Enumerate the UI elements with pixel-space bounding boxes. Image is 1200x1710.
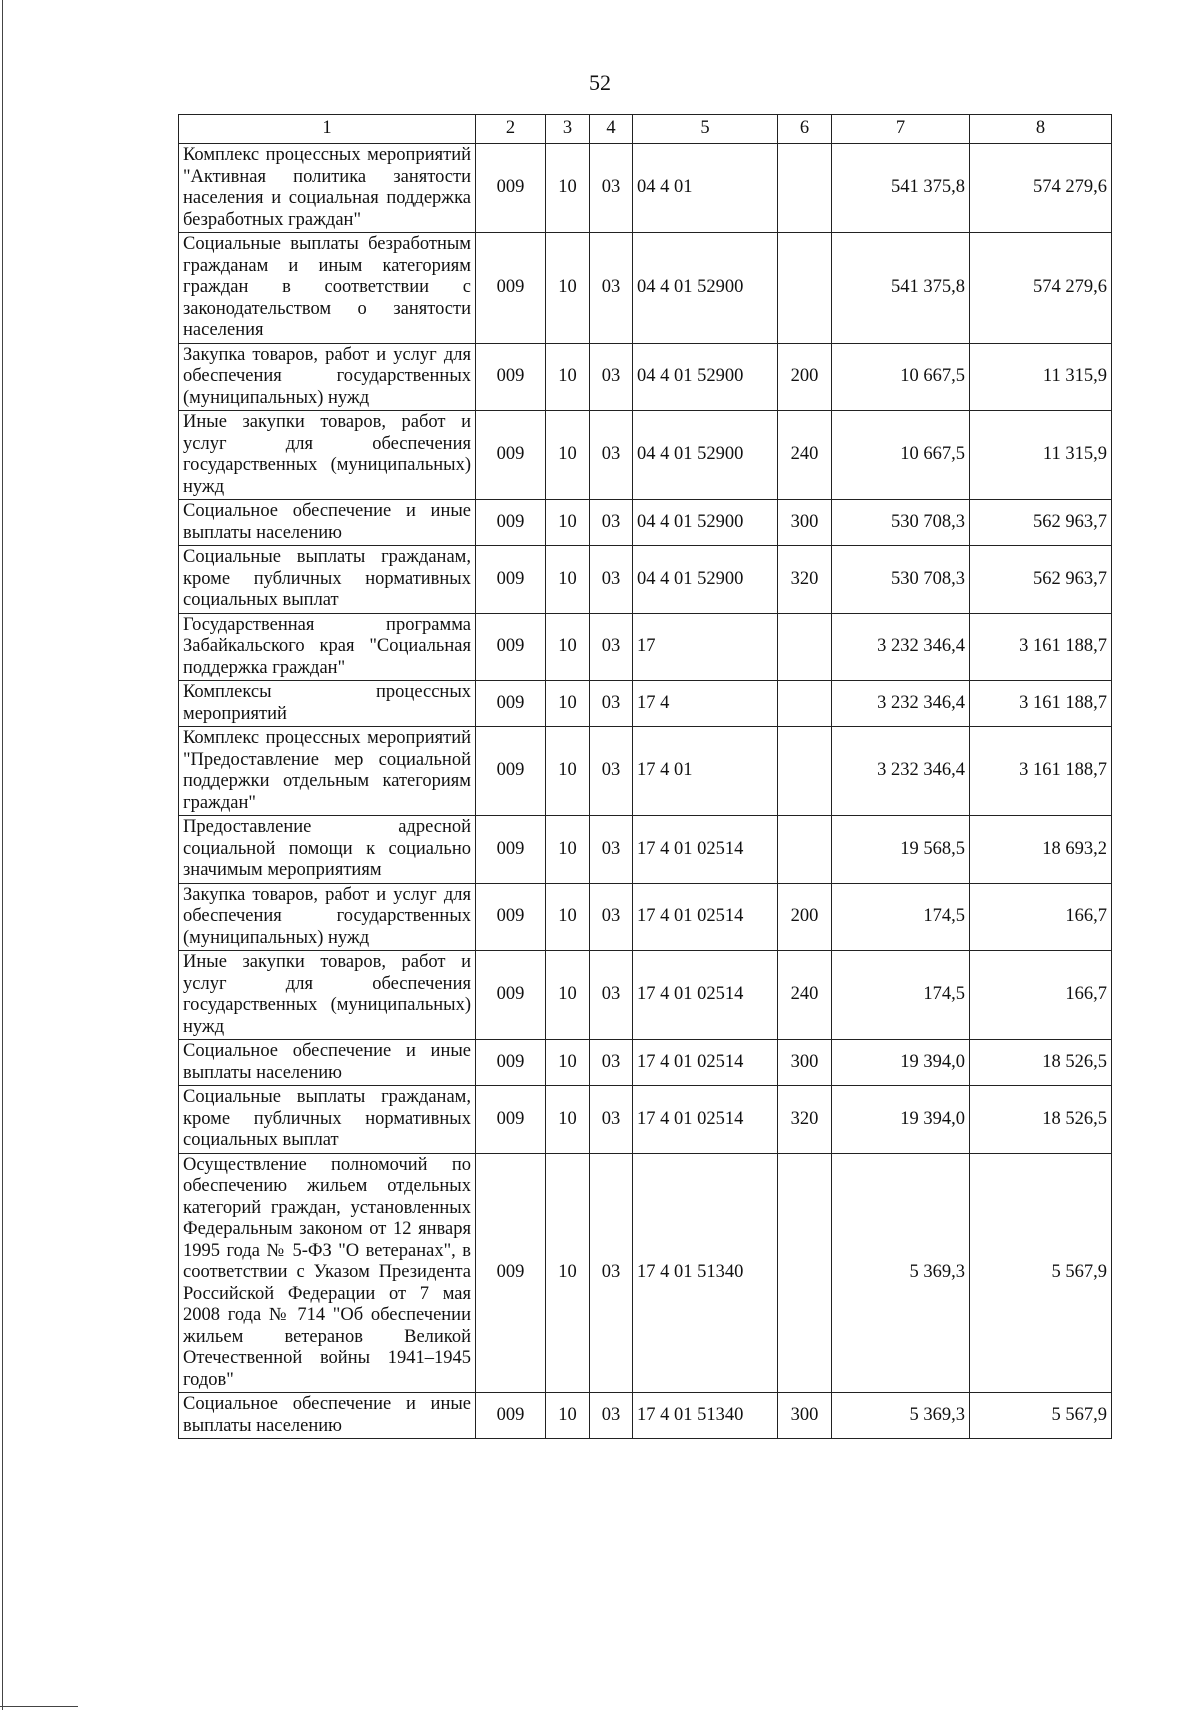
column-header: 4 <box>590 115 633 144</box>
row-vr-cell <box>778 613 832 681</box>
table-row <box>179 500 1112 546</box>
column-header: 2 <box>476 115 546 144</box>
row-name-cell: Закупка товаров, работ и услуг для обеспечения государственных (муниципальных) нужд <box>179 883 476 951</box>
row-gr-cell: 009 <box>476 727 546 816</box>
row-vr-cell: 320 <box>778 546 832 614</box>
row-year1-amount-cell: 174,5 <box>832 951 970 1040</box>
row-name-cell: Предоставление адресной социальной помощи к социально значимым мероприятиям <box>179 816 476 884</box>
row-gr-cell: 009 <box>476 883 546 951</box>
row-csr-cell: 17 4 01 02514 <box>633 951 778 1040</box>
row-rz-cell: 10 <box>546 144 590 233</box>
row-rz-cell: 10 <box>546 727 590 816</box>
table-header-row <box>179 115 1112 144</box>
table-body <box>179 144 1112 1439</box>
row-year2-amount-cell: 562 963,7 <box>970 546 1112 614</box>
row-rz-cell: 10 <box>546 681 590 727</box>
column-header: 3 <box>546 115 590 144</box>
row-rz-cell: 10 <box>546 951 590 1040</box>
row-year1-amount-cell: 530 708,3 <box>832 546 970 614</box>
table-row <box>179 233 1112 344</box>
table-row <box>179 411 1112 500</box>
row-vr-cell: 300 <box>778 1393 832 1439</box>
row-pr-cell: 03 <box>590 233 633 344</box>
row-gr-cell: 009 <box>476 233 546 344</box>
row-year2-amount-cell: 11 315,9 <box>970 343 1112 411</box>
table-row <box>179 144 1112 233</box>
row-year2-amount-cell: 11 315,9 <box>970 411 1112 500</box>
row-year2-amount-cell: 3 161 188,7 <box>970 681 1112 727</box>
row-gr-cell: 009 <box>476 613 546 681</box>
row-name-cell: Социальное обеспечение и иные выплаты населению <box>179 1040 476 1086</box>
column-header: 6 <box>778 115 832 144</box>
row-rz-cell: 10 <box>546 343 590 411</box>
row-vr-cell <box>778 727 832 816</box>
row-vr-cell: 300 <box>778 500 832 546</box>
row-year2-amount-cell: 166,7 <box>970 951 1112 1040</box>
column-header: 5 <box>633 115 778 144</box>
row-pr-cell: 03 <box>590 883 633 951</box>
table-row <box>179 1393 1112 1439</box>
row-vr-cell: 240 <box>778 951 832 1040</box>
row-year2-amount-cell: 18 693,2 <box>970 816 1112 884</box>
row-pr-cell: 03 <box>590 1393 633 1439</box>
scan-edge-line-bottom <box>0 1706 78 1707</box>
table-row <box>179 343 1112 411</box>
row-rz-cell: 10 <box>546 613 590 681</box>
row-name-cell: Социальное обеспечение и иные выплаты населению <box>179 1393 476 1439</box>
row-year1-amount-cell: 19 394,0 <box>832 1040 970 1086</box>
row-name-cell: Социальные выплаты гражданам, кроме публичных нормативных социальных выплат <box>179 1086 476 1154</box>
row-rz-cell: 10 <box>546 411 590 500</box>
row-pr-cell: 03 <box>590 1086 633 1154</box>
row-rz-cell: 10 <box>546 1153 590 1393</box>
row-vr-cell <box>778 233 832 344</box>
row-csr-cell: 04 4 01 <box>633 144 778 233</box>
row-rz-cell: 10 <box>546 500 590 546</box>
row-pr-cell: 03 <box>590 411 633 500</box>
row-year2-amount-cell: 3 161 188,7 <box>970 727 1112 816</box>
row-csr-cell: 17 <box>633 613 778 681</box>
table-row <box>179 546 1112 614</box>
row-gr-cell: 009 <box>476 1086 546 1154</box>
row-csr-cell: 04 4 01 52900 <box>633 546 778 614</box>
row-rz-cell: 10 <box>546 883 590 951</box>
row-year1-amount-cell: 10 667,5 <box>832 411 970 500</box>
row-rz-cell: 10 <box>546 233 590 344</box>
row-csr-cell: 17 4 01 02514 <box>633 1040 778 1086</box>
table-row <box>179 1153 1112 1393</box>
row-year1-amount-cell: 541 375,8 <box>832 233 970 344</box>
row-pr-cell: 03 <box>590 1153 633 1393</box>
row-name-cell: Социальные выплаты гражданам, кроме публичных нормативных социальных выплат <box>179 546 476 614</box>
row-rz-cell: 10 <box>546 1086 590 1154</box>
budget-table <box>178 114 1112 1439</box>
row-pr-cell: 03 <box>590 343 633 411</box>
row-vr-cell: 240 <box>778 411 832 500</box>
row-pr-cell: 03 <box>590 1040 633 1086</box>
row-year1-amount-cell: 19 394,0 <box>832 1086 970 1154</box>
row-pr-cell: 03 <box>590 951 633 1040</box>
row-pr-cell: 03 <box>590 727 633 816</box>
table-row <box>179 613 1112 681</box>
row-name-cell: Комплексы процессных мероприятий <box>179 681 476 727</box>
row-csr-cell: 17 4 01 51340 <box>633 1393 778 1439</box>
row-gr-cell: 009 <box>476 816 546 884</box>
row-csr-cell: 17 4 01 02514 <box>633 883 778 951</box>
table-row <box>179 681 1112 727</box>
row-year1-amount-cell: 3 232 346,4 <box>832 681 970 727</box>
row-year2-amount-cell: 574 279,6 <box>970 144 1112 233</box>
row-csr-cell: 04 4 01 52900 <box>633 500 778 546</box>
row-gr-cell: 009 <box>476 1153 546 1393</box>
table-row <box>179 951 1112 1040</box>
row-rz-cell: 10 <box>546 546 590 614</box>
row-name-cell: Комплекс процессных мероприятий "Активная политика занятости населения и социальная поддержка безработных граждан" <box>179 144 476 233</box>
row-vr-cell: 300 <box>778 1040 832 1086</box>
row-pr-cell: 03 <box>590 144 633 233</box>
row-year2-amount-cell: 5 567,9 <box>970 1153 1112 1393</box>
row-year2-amount-cell: 574 279,6 <box>970 233 1112 344</box>
row-year1-amount-cell: 3 232 346,4 <box>832 727 970 816</box>
page-number: 52 <box>589 70 611 95</box>
row-gr-cell: 009 <box>476 546 546 614</box>
row-name-cell: Государственная программа Забайкальского края "Социальная поддержка граждан" <box>179 613 476 681</box>
table-row <box>179 883 1112 951</box>
row-year1-amount-cell: 530 708,3 <box>832 500 970 546</box>
row-vr-cell: 200 <box>778 883 832 951</box>
row-year1-amount-cell: 19 568,5 <box>832 816 970 884</box>
row-gr-cell: 009 <box>476 951 546 1040</box>
row-csr-cell: 17 4 01 51340 <box>633 1153 778 1393</box>
row-gr-cell: 009 <box>476 343 546 411</box>
row-name-cell: Иные закупки товаров, работ и услуг для обеспечения государственных (муниципальных) нужд <box>179 951 476 1040</box>
row-gr-cell: 009 <box>476 681 546 727</box>
row-year2-amount-cell: 562 963,7 <box>970 500 1112 546</box>
row-vr-cell <box>778 816 832 884</box>
table-row <box>179 727 1112 816</box>
row-year1-amount-cell: 541 375,8 <box>832 144 970 233</box>
row-year1-amount-cell: 3 232 346,4 <box>832 613 970 681</box>
row-year1-amount-cell: 10 667,5 <box>832 343 970 411</box>
row-rz-cell: 10 <box>546 816 590 884</box>
row-name-cell: Закупка товаров, работ и услуг для обеспечения государственных (муниципальных) нужд <box>179 343 476 411</box>
row-name-cell: Социальные выплаты безработным гражданам и иным категориям граждан в соответствии с законодательством о занятости населения <box>179 233 476 344</box>
row-rz-cell: 10 <box>546 1393 590 1439</box>
row-vr-cell: 320 <box>778 1086 832 1154</box>
row-year2-amount-cell: 166,7 <box>970 883 1112 951</box>
row-year1-amount-cell: 174,5 <box>832 883 970 951</box>
row-name-cell: Социальное обеспечение и иные выплаты населению <box>179 500 476 546</box>
row-csr-cell: 04 4 01 52900 <box>633 343 778 411</box>
table-row <box>179 1040 1112 1086</box>
row-gr-cell: 009 <box>476 1040 546 1086</box>
row-pr-cell: 03 <box>590 816 633 884</box>
row-csr-cell: 04 4 01 52900 <box>633 233 778 344</box>
row-name-cell: Осуществление полномочий по обеспечению жильем отдельных категорий граждан, установленных Федеральным законом от 12 января 1995 года № 5-ФЗ "О ветеранах", в соответствии с Указом Президента Российской Федерации от 7 мая 2008 года № 714 "Об обеспечении жильем ветеранов Великой Отечественной войны 1941–1945 годов" <box>179 1153 476 1393</box>
row-name-cell: Иные закупки товаров, работ и услуг для обеспечения государственных (муниципальных) нужд <box>179 411 476 500</box>
row-csr-cell: 17 4 01 <box>633 727 778 816</box>
row-csr-cell: 17 4 01 02514 <box>633 1086 778 1154</box>
row-vr-cell <box>778 1153 832 1393</box>
row-gr-cell: 009 <box>476 144 546 233</box>
row-year2-amount-cell: 3 161 188,7 <box>970 613 1112 681</box>
row-vr-cell <box>778 144 832 233</box>
row-pr-cell: 03 <box>590 613 633 681</box>
column-header: 8 <box>970 115 1112 144</box>
column-header: 7 <box>832 115 970 144</box>
row-vr-cell <box>778 681 832 727</box>
row-vr-cell: 200 <box>778 343 832 411</box>
row-year1-amount-cell: 5 369,3 <box>832 1393 970 1439</box>
row-year2-amount-cell: 18 526,5 <box>970 1086 1112 1154</box>
row-pr-cell: 03 <box>590 546 633 614</box>
column-header: 1 <box>179 115 476 144</box>
row-year1-amount-cell: 5 369,3 <box>832 1153 970 1393</box>
table-row <box>179 816 1112 884</box>
table-row <box>179 1086 1112 1154</box>
row-gr-cell: 009 <box>476 500 546 546</box>
row-name-cell: Комплекс процессных мероприятий "Предоставление мер социальной поддержки отдельным категориям граждан" <box>179 727 476 816</box>
row-pr-cell: 03 <box>590 681 633 727</box>
row-csr-cell: 04 4 01 52900 <box>633 411 778 500</box>
row-gr-cell: 009 <box>476 411 546 500</box>
row-csr-cell: 17 4 01 02514 <box>633 816 778 884</box>
row-rz-cell: 10 <box>546 1040 590 1086</box>
row-year2-amount-cell: 5 567,9 <box>970 1393 1112 1439</box>
row-csr-cell: 17 4 <box>633 681 778 727</box>
row-gr-cell: 009 <box>476 1393 546 1439</box>
row-year2-amount-cell: 18 526,5 <box>970 1040 1112 1086</box>
row-pr-cell: 03 <box>590 500 633 546</box>
scan-edge-line <box>2 0 3 1710</box>
